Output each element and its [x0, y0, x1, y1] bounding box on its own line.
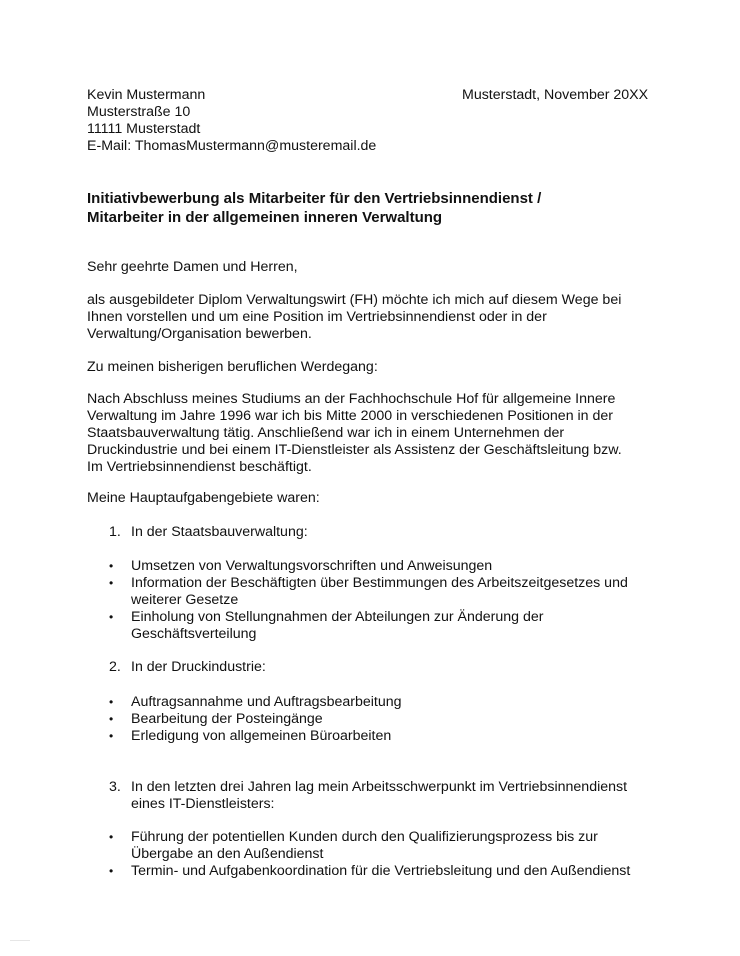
list-item [109, 728, 689, 745]
list-item [109, 694, 689, 711]
section-2-list [109, 694, 689, 745]
section-2-title: In der Druckindustrie: [131, 659, 266, 675]
letter-subject [87, 189, 687, 227]
intro-line-1: als ausgebildeter Diplom Verwaltungswirt (FH) möchte ich mich auf diesem Wege bei [87, 292, 622, 308]
list-item [109, 829, 689, 863]
list-item [109, 863, 689, 880]
sender-address [87, 87, 376, 155]
list-item-text: Führung der potentiellen Kunden durch den Qualifizierungsprozess bis zur [131, 829, 598, 845]
career-line-3: Staatsbauverwaltung tätig. Anschließend war ich in einem Unternehmen der [87, 425, 565, 441]
list-item-text-cont: Geschäftsverteilung [131, 626, 257, 642]
career-line-5: Im Vertriebsinnendienst beschäftigt. [87, 459, 312, 475]
career-heading-text: Zu meinen bisherigen beruflichen Werdegang: [87, 359, 378, 375]
bullet-icon: • [109, 559, 114, 573]
tasks-heading [87, 490, 687, 507]
intro-line-2: Ihnen vorstellen und um eine Position im Vertriebsinnendienst oder in der [87, 309, 547, 325]
list-item-text: Information der Beschäftigten über Bestimmungen des Arbeitszeitgesetzes und [131, 575, 628, 591]
list-item-text: Bearbeitung der Posteingänge [131, 711, 323, 727]
bullet-icon: • [109, 729, 114, 743]
section-3-list [109, 829, 689, 880]
salutation-text: Sehr geehrte Damen und Herren, [87, 259, 298, 275]
list-item-text: Einholung von Stellungnahmen der Abteilungen zur Änderung der [131, 609, 544, 625]
sender-city: 11111 Musterstadt [87, 121, 201, 137]
list-item-text-cont: weiterer Gesetze [131, 592, 239, 608]
salutation [87, 259, 687, 276]
list-item-text: Erledigung von allgemeinen Büroarbeiten [131, 728, 392, 744]
list-item [109, 558, 689, 575]
section-2-heading [109, 659, 266, 676]
bullet-icon: • [109, 610, 114, 624]
bullet-icon: • [109, 864, 114, 878]
career-line-4: Druckindustrie und bei einem IT-Dienstleister als Assistenz der Geschäftsleitung bzw. [87, 442, 622, 458]
list-item-text-cont: Übergabe an den Außendienst [131, 846, 324, 862]
section-1-title: In der Staatsbauverwaltung: [131, 524, 308, 540]
sender-email: E-Mail: ThomasMustermann@musteremail.de [87, 138, 377, 154]
career-line-2: Verwaltung im Jahre 1996 war ich bis Mitte 2000 in verschiedenen Positionen in der [87, 408, 614, 424]
bullet-icon: • [109, 576, 114, 590]
career-paragraph [87, 391, 687, 476]
subject-line-1: Initiativbewerbung als Mitarbeiter für den Vertriebsinnendienst / [87, 190, 542, 207]
career-line-1: Nach Abschluss meines Studiums an der Fachhochschule Hof für allgemeine Innere [87, 391, 616, 407]
list-item [109, 609, 689, 643]
page-corner-mark [10, 940, 30, 941]
list-item-text: Termin- und Aufgabenkoordination für die Vertriebsleitung und den Außendienst [131, 863, 631, 879]
section-3-title-line-2: eines IT-Dienstleisters: [131, 796, 275, 812]
bullet-icon: • [109, 695, 114, 709]
intro-line-3: Verwaltung/Organisation bewerben. [87, 326, 312, 342]
list-item-text: Auftragsannahme und Auftragsbearbeitung [131, 694, 402, 710]
list-item-text: Umsetzen von Verwaltungsvorschriften und Anweisungen [131, 558, 493, 574]
tasks-heading-text: Meine Hauptaufgabengebiete waren: [87, 490, 320, 506]
section-1-number: 1. [109, 524, 121, 540]
section-3-title-line-1: In den letzten drei Jahren lag mein Arbeitsschwerpunkt im Vertriebsinnendienst [131, 779, 628, 795]
section-3-heading [109, 779, 627, 813]
list-item [109, 575, 689, 609]
section-1-heading [109, 524, 308, 541]
bullet-icon: • [109, 830, 114, 844]
section-1-list [109, 558, 689, 643]
bullet-icon: • [109, 712, 114, 726]
intro-paragraph [87, 292, 687, 343]
sender-street: Musterstraße 10 [87, 104, 191, 120]
section-3-number: 3. [109, 779, 121, 795]
place-date: Musterstadt, November 20XX [462, 87, 649, 103]
section-2-number: 2. [109, 659, 121, 675]
career-heading [87, 359, 687, 376]
subject-line-2: Mitarbeiter in der allgemeinen inneren Verwaltung [87, 209, 443, 226]
sender-name: Kevin Mustermann [87, 87, 206, 103]
list-item [109, 711, 689, 728]
